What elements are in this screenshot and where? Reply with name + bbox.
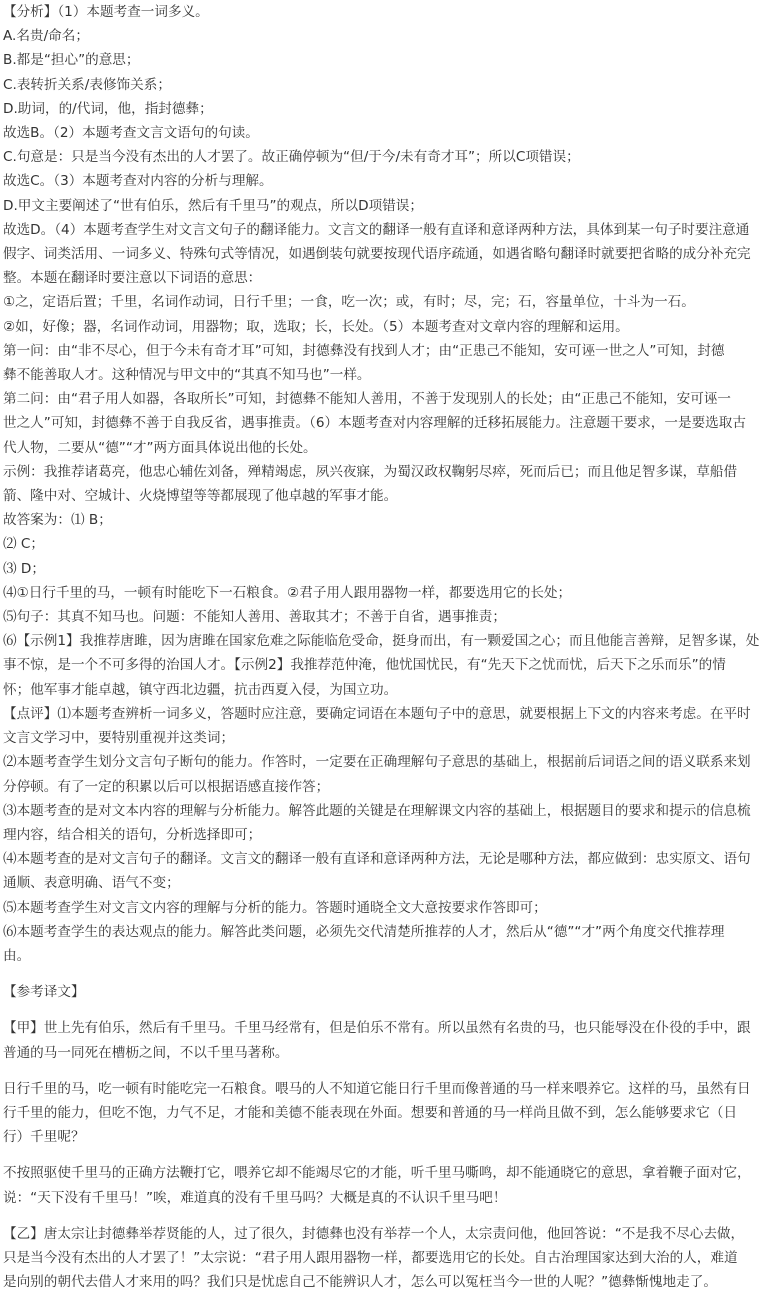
analysis-line: 假字、词类活用、一词多义、特殊句式等情况，如遇倒装句就要按现代语序疏通，如遇省略句翻译时就要把省略的成分补充完 — [3, 246, 751, 263]
translation-line: 是向别的朝代去借人才来用的吗？我们只是忧虑自己不能辨识人才，怎么可以冤枉当今一世的人呢？”德彝惭愧地走了。 — [3, 1274, 717, 1291]
translation-line: 说：“天下没有千里马！”唉，难道真的没有千里马吗？大概是真的不认识千里马吧！ — [3, 1189, 507, 1206]
analysis-line: D.助词，的/代词，他，指封德彝； — [3, 100, 213, 117]
analysis-line: 由。 — [3, 947, 31, 964]
translation-line: 普通的马一同死在槽枥之间，不以千里马著称。 — [3, 1044, 289, 1061]
translation-line: 【乙】唐太宗让封德彝举荐贤能的人，过了很久，封德彝也没有举荐一个人，太宗责问他，他回答说：“不是我不尽心去做， — [3, 1225, 745, 1242]
analysis-line: ①之，定语后置；千里，名词作动词，日行千里；一食，吃一次；或，有时；尽，完；石，容量单位，十斗为一石。 — [3, 294, 695, 311]
translation-line: 行）千里呢？ — [3, 1129, 85, 1146]
analysis-line: ⑵本题考查学生划分文言句子断句的能力。作答时，一定要在正确理解句子意思的基础上，根据前后词语之间的语义联系来划 — [3, 754, 751, 771]
translation-paragraph — [3, 1016, 777, 1064]
analysis-line: 箭、隆中对、空城计、火烧博望等等都展现了他卓越的军事才能。 — [3, 488, 398, 505]
analysis-line: 理内容，结合相关的语句，分析选择即可； — [3, 826, 262, 843]
translation-line: 【甲】世上先有伯乐，然后有千里马。千里马经常有，但是伯乐不常有。所以虽然有名贵的马，也只能辱没在仆役的手中，跟 — [3, 1020, 751, 1037]
analysis-line: 世之人”可知，封德彝不善于自我反省，遇事推责。（6）本题考查对内容理解的迁移拓展能力。注意题干要求，一是要选取古 — [3, 415, 746, 432]
analysis-line: 故答案为：⑴ B； — [3, 512, 112, 529]
analysis-line: C.句意是：只是当今没有杰出的人才罢了。故正确停顿为“但/于今/未有奇才耳”；所以C项错误； — [3, 149, 580, 166]
analysis-line: ⑷本题考查的是对文言句子的翻译。文言文的翻译一般有直译和意译两种方法，无论是哪种方法，都应做到：忠实原文、语句 — [3, 851, 751, 868]
analysis-line: 文言文学习中，要特别重视并这类词； — [3, 730, 235, 747]
analysis-line: A.名贵/命名； — [3, 28, 89, 45]
translation-section — [3, 1016, 777, 1294]
analysis-line: 怀；他军事才能卓越，镇守西北边疆，抗击西夏入侵，为国立功。 — [3, 681, 398, 698]
analysis-line: 【点评】⑴本题考查辨析一词多义，答题时应注意，要确定词语在本题句子中的意思，就要根据上下文的内容来考虑。在平时 — [3, 705, 751, 722]
analysis-line: C.表转折关系/表修饰关系； — [3, 76, 171, 93]
translation-paragraph — [3, 1222, 777, 1295]
analysis-line: 第二问：由“君子用人如器，各取所长”可知，封德彝不能知人善用，不善于发现别人的长处；由“正患己不能知，安可诬一 — [3, 391, 731, 408]
analysis-line: ⑷①日行千里的马，一顿有时能吃下一石粮食。②君子用人跟用器物一样，都要选用它的长处； — [3, 584, 572, 601]
analysis-line: ②如，好像；器，名词作动词，用器物；取，选取；长，长处。（5）本题考查对文章内容的理解和运用。 — [3, 318, 629, 335]
analysis-line: 通顺、表意明确、语气不变； — [3, 875, 180, 892]
analysis-line: 分停顿。有了一定的积累以后可以根据语感直接作答； — [3, 778, 330, 795]
translation-paragraph — [3, 1161, 777, 1209]
analysis-line: 故选C。（3）本题考查对内容的分析与理解。 — [3, 173, 273, 190]
analysis-line: 示例：我推荐诸葛亮，他忠心辅佐刘备，殚精竭虑，夙兴夜寐，为蜀汉政权鞠躬尽瘁，死而后已；而且他足智多谋，草船借 — [3, 463, 738, 480]
analysis-line: 故选B。（2）本题考查文言文语句的句读。 — [3, 125, 259, 142]
analysis-line: 第一问：由“非不尽心，但于今未有奇才耳”可知，封德彝没有找到人才；由“正患己不能知，安可诬一世之人”可知，封德 — [3, 342, 725, 359]
analysis-line: ⑹【示例1】我推荐唐雎，因为唐雎在国家危难之际能临危受命，挺身而出，有一颗爱国之心；而且他能言善辩，足智多谋，处 — [3, 633, 760, 650]
translation-line: 行千里的能力，但吃不饱，力气不足，才能和美德不能表现在外面。想要和普通的马一样尚且做不到，怎么能够要求它（日 — [3, 1104, 738, 1121]
analysis-line: 故选D。（4）本题考查学生对文言文句子的翻译能力。文言文的翻译一般有直译和意译两种方法，具体到某一句子时要注意通 — [3, 221, 750, 238]
translation-paragraph — [3, 1077, 777, 1150]
translation-heading: 【参考译文】 — [3, 984, 85, 1001]
analysis-line: B.都是“担心”的意思； — [3, 52, 140, 69]
translation-line: 只是当今没有杰出的人才罢了！”太宗说：“君子用人跟用器物一样，都要选用它的长处。自古治理国家达到大治的人，难道 — [3, 1249, 738, 1266]
analysis-line: 代人物，二要从“德”“才”两方面具体说出他的长处。 — [3, 439, 317, 456]
translation-line: 不按照驱使千里马的正确方法鞭打它，喂养它却不能竭尽它的才能，听千里马嘶鸣，却不能通晓它的意思，拿着鞭子面对它， — [3, 1165, 751, 1182]
analysis-line: D.甲文主要阐述了“世有伯乐，然后有千里马”的观点，所以D项错误； — [3, 197, 423, 214]
analysis-line: ⑵ C； — [3, 536, 45, 553]
analysis-section — [3, 0, 777, 968]
analysis-line: 事不惊，是一个不可多得的治国人才。【示例2】我推荐范仲淹，他忧国忧民，有“先天下之忧而忧，后天下之乐而乐”的情 — [3, 657, 726, 674]
analysis-line: ⑸本题考查学生对文言文内容的理解与分析的能力。答题时通晓全文大意按要求作答即可； — [3, 899, 547, 916]
analysis-line: ⑹本题考查学生的表达观点的能力。解答此类问题，必须先交代清楚所推荐的人才，然后从“德”“才”两个角度交代推荐理 — [3, 923, 725, 940]
analysis-line: 【分析】（1）本题考查一词多义。 — [3, 4, 209, 20]
analysis-line: 整。本题在翻译时要注意以下词语的意思： — [3, 270, 262, 287]
analysis-line: ⑶ D； — [3, 560, 45, 577]
translation-line: 日行千里的马，吃一顿有时能吃完一石粮食。喂马的人不知道它能日行千里而像普通的马一样来喂养它。这样的马，虽然有日 — [3, 1080, 751, 1097]
analysis-line: ⑶本题考查的是对文本内容的理解与分析能力。解答此题的关键是在理解课文内容的基础上，根据题目的要求和提示的信息梳 — [3, 802, 751, 819]
analysis-line: ⑸句子：其真不知马也。问题：不能知人善用、善取其才；不善于自省，遇事推责； — [3, 609, 506, 626]
analysis-line: 彝不能善取人才。这种情况与甲文中的“其真不知马也”一样。 — [3, 367, 371, 384]
